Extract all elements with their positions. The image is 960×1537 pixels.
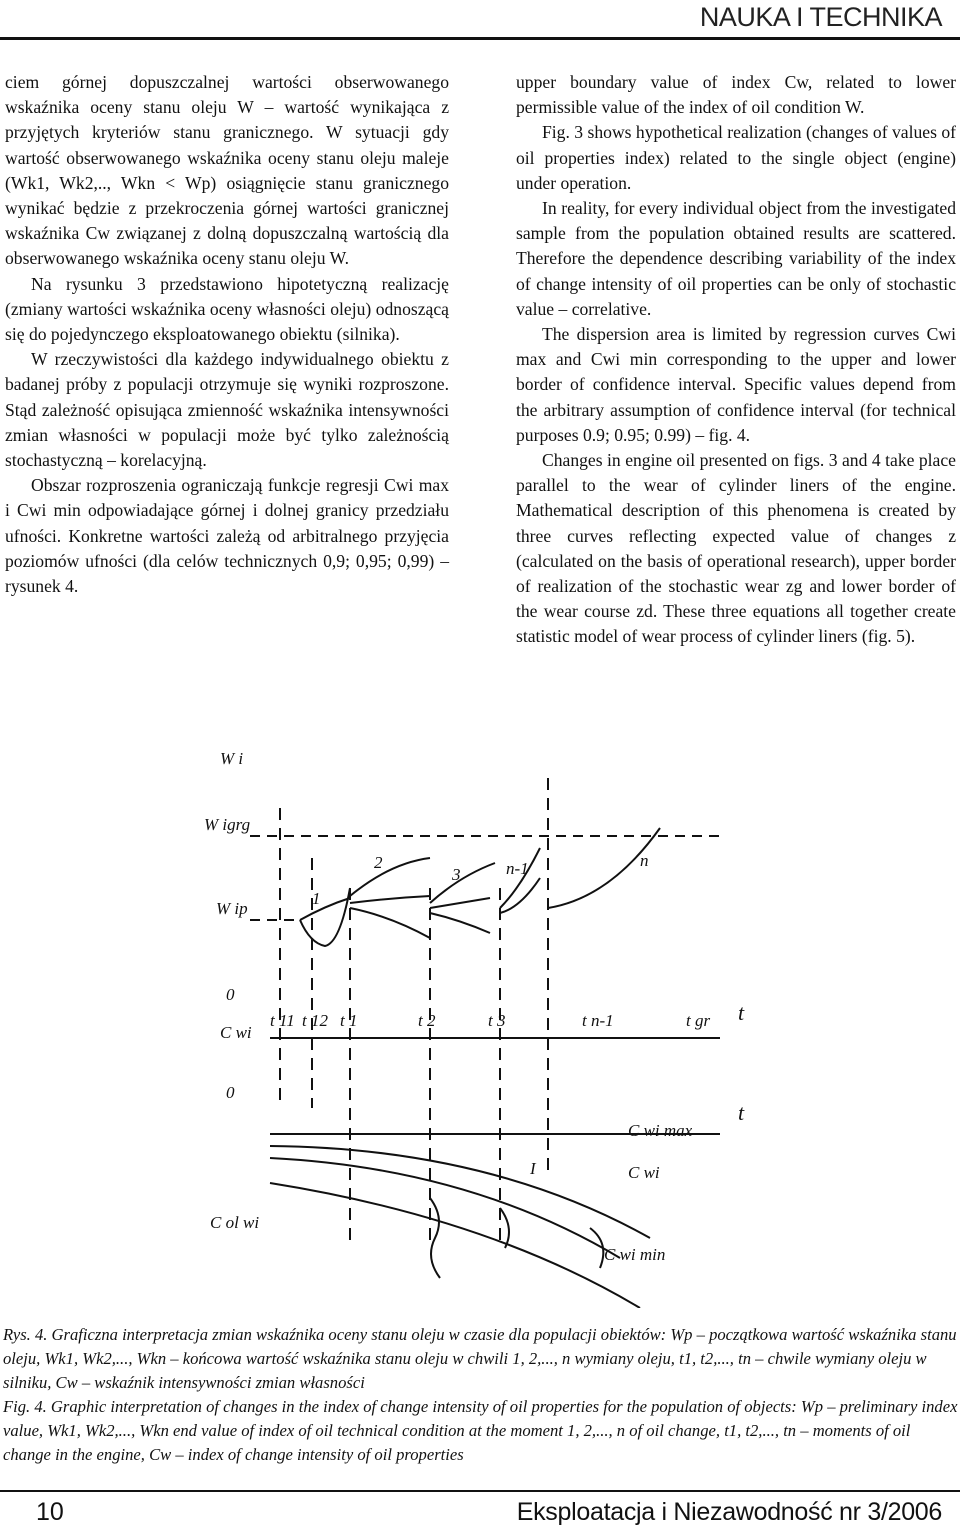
time-tick-t3: t 3 xyxy=(488,1011,506,1030)
paragraph: Na rysunku 3 przedstawiono hipotetyczną realizację (zmiany wartości wskaźnika oceny własności oleju) odnoszącą się do pojedynczego eksploatowanego obiektu (silnika). xyxy=(5,273,449,345)
time-tick-tn-1: t n-1 xyxy=(582,1011,614,1030)
label-zero-bottom: 0 xyxy=(226,1083,235,1102)
paragraph: Changes in engine oil presented on figs. 3 and 4 take place parallel to the wear of cylinder liners of the engine. Mathematical description of this phenomena is created by three curves reflecting expected value of changes z (calculated on the basis of operational research), upper border of realization of the stochastic wear zg and lower border of the wear course zd. These three equations all together create statistic model of wear process of cylinder liners (fig. 5). xyxy=(516,450,956,647)
paragraph: In reality, for every individual object from the investigated sample from the population obtained results are scattered. Therefore the dependence describing variability of the index of change intensity of oil properties can be only of stochastic value – correlative. xyxy=(516,198,956,319)
label-zero-top: 0 xyxy=(226,985,235,1004)
label-cwi: C wi xyxy=(220,1023,252,1042)
curve-2-upper xyxy=(350,858,430,896)
paragraph: Obszar rozproszenia ograniczają funkcje regresji Cwi max i Cwi min odpowiadające górnej i dolnej granicy przedziału ufności. Konkretne wartości zależą od arbitralnego przyjęcia poziomów ufności (dla celów technicznych 0,9; 0,95; 0,99) – rysunek 4. xyxy=(5,475,449,597)
paragraph: upper boundary value of index Cw, related to lower permissible value of the index of oil condition W. xyxy=(516,72,956,118)
time-tick-t11: t 11 xyxy=(270,1011,295,1030)
page-header xyxy=(0,0,960,38)
label-wi: W i xyxy=(220,749,244,768)
label-t-axis-top: t xyxy=(738,1000,745,1025)
distribution-curve xyxy=(430,1198,440,1278)
section-title: NAUKA I TECHNIKA xyxy=(699,2,942,32)
time-tick-tgr: t gr xyxy=(686,1011,711,1030)
figure-caption xyxy=(3,1323,958,1467)
curve-number-3: 3 xyxy=(452,865,461,884)
label-roman-one: I xyxy=(530,1159,536,1178)
curve-cwi-max xyxy=(270,1146,650,1238)
curve-3-mid xyxy=(430,898,490,908)
curve-3-lower xyxy=(430,913,490,933)
curve-number-1: 1 xyxy=(312,889,321,908)
journal-title: Eksploatacja i Niezawodność nr 3/2006 xyxy=(516,1498,942,1526)
time-tick-t12: t 12 xyxy=(302,1011,328,1030)
footer-rule xyxy=(0,1490,960,1492)
paragraph: ciem górnej dopuszczalnej wartości obserwowanego wskaźnika oceny stanu oleju W – wartość wynikająca z przyjętych kryteriów stanu granicznego. W sytuacji gdy wartość obserwowanego wskaźnika oceny stanu oleju maleje (Wk1, Wk2,.., Wkn < Wp) osiągnięcie stanu granicznego wynikać będzie z przekroczenia górnej wartości granicznej wskaźnika Cw związanej z dolną dopuszczalną wartością dla obserwowanego wskaźnika oceny stanu oleju W. xyxy=(5,72,449,269)
paragraph: W rzeczywistości dla każdego indywidualnego obiektu z badanej próby z populacji otrzymuje się wyniki rozproszone. Stąd zależność opisująca zmienność wskaźnika intensywności zmian własności w populacji może być tylko zależnością stochastyczną – korelacyjną. xyxy=(5,349,449,471)
curve-number-n-1: n-1 xyxy=(506,859,529,878)
label-wigrg: W igrg xyxy=(204,815,251,834)
time-tick-t1: t 1 xyxy=(340,1011,358,1030)
header-rule xyxy=(0,37,960,40)
curve-cwi-min xyxy=(270,1183,640,1308)
caption-english: Fig. 4. Graphic interpretation of changes in the index of change intensity of oil properties for the population of objects: Wp – preliminary index value, Wk1, Wk2,..., Wkn end value of index of oil technical condition at the moment 1, 2,..., n of oil change, t1, t2,..., tn – moments of oil change in the engine, Cw – index of change intensity of oil properties xyxy=(3,1397,958,1464)
label-cwi-max: C wi max xyxy=(628,1121,693,1140)
curve-number-2: 2 xyxy=(374,853,383,872)
right-column-english xyxy=(516,70,956,650)
page-number: 10 xyxy=(36,1498,64,1526)
caption-polish: Rys. 4. Graficzna interpretacja zmian wskaźnika oceny stanu oleju w czasie dla populacji obiektów: Wp – początkowa wartość wskaźnika stanu oleju, Wk1, Wk2,..., Wkn – końcowa wartość wskaźnika stanu oleju w chwili 1, 2,..., n wymiany oleju, t1, t2,..., tn – chwile wymiany oleju w silniku, Cw – wskaźnik intensywności zmian własności xyxy=(3,1325,957,1392)
left-column-polish xyxy=(5,70,449,599)
curve-n-1-upper xyxy=(500,848,540,908)
label-cwi-ol: C ol wi xyxy=(210,1213,260,1232)
diagram-svg xyxy=(190,738,760,1308)
label-t-axis-bottom: t xyxy=(738,1100,745,1125)
label-wip: W ip xyxy=(216,899,248,918)
label-cwi-mid: C wi xyxy=(628,1163,660,1182)
label-cwi-min: C wi min xyxy=(604,1245,666,1264)
curve-2-mid xyxy=(350,896,430,903)
curve-number-n: n xyxy=(640,851,649,870)
figure-4-diagram xyxy=(190,738,760,1308)
time-tick-t2: t 2 xyxy=(418,1011,436,1030)
paragraph: Fig. 3 shows hypothetical realization (changes of values of oil properties index) related to the single object (engine) under operation. xyxy=(516,122,956,193)
paragraph: The dispersion area is limited by regression curves Cwi max and Cwi min corresponding to the upper and lower border of confidence interval. Specific values depend from the arbitrary assumption of confidence interval (for technical purposes 0.9; 0.95; 0.99) – fig. 4. xyxy=(516,324,956,445)
curve-3-upper xyxy=(430,863,495,903)
curve-cwi xyxy=(270,1158,620,1258)
curve-2-lower xyxy=(350,908,430,938)
